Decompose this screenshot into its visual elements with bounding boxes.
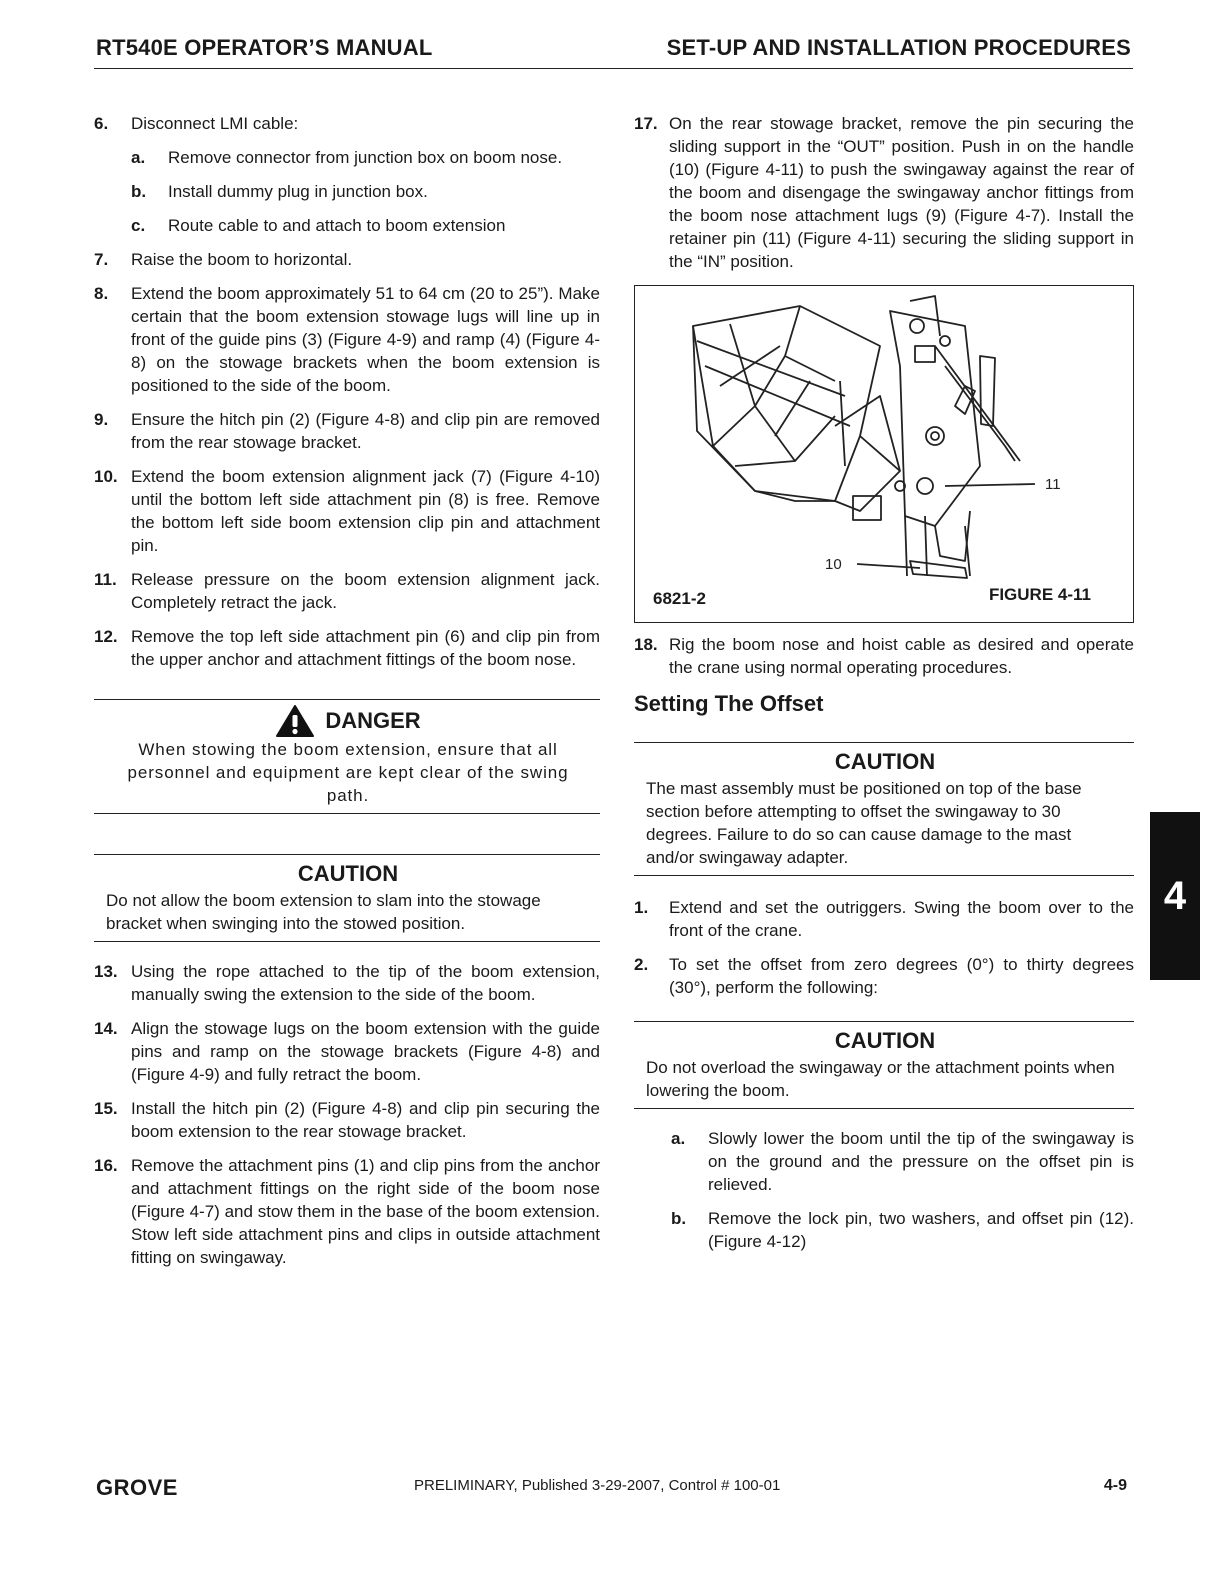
figure-4-11 [634,285,1134,623]
substep-letter: b. [131,182,147,201]
step-15 [94,1097,600,1143]
footer-publication: PRELIMINARY, Published 3-29-2007, Control # 100-01 [414,1477,781,1494]
caution-notice-overload [634,1021,1134,1109]
step-14 [94,1017,600,1086]
substep-6b [94,180,600,203]
manual-title: RT540E OPERATOR’S MANUAL [96,35,433,60]
step-text: Disconnect LMI cable: [131,114,299,133]
step-number: 8. [94,284,109,303]
danger-body: When stowing the boom extension, ensure that all personnel and equipment are kept clear of the swing path. [127,740,569,805]
step-text: On the rear stowage bracket, remove the pin securing the sliding support in the “OUT” position. Push in on the handle (10) (Figure 4-11) to push the swingaway against the rear of the boom and disengage the swingaway anchor fittings from the boom nose attachment lugs (9) (Figure 4-7). Install the retainer pin (11) (Figure 4-11) securing the sliding support in the “IN” position. [669,114,1134,271]
offset-substep-b [634,1207,1134,1253]
chapter-tab: 4 [1150,812,1200,980]
substep-text: Remove the lock pin, two washers, and offset pin (12). (Figure 4-12) [708,1209,1134,1251]
brand-logo: GROVE [96,1475,178,1500]
step-text: Rig the boom nose and hoist cable as desired and operate the crane using normal operating procedures. [669,635,1134,677]
figure-label-10: 10 [825,556,842,573]
caution-title: CAUTION [834,749,936,774]
step-6 [94,112,600,135]
step-number: 18. [634,635,658,654]
step-number: 13. [94,962,118,981]
step-text: Raise the boom to horizontal. [131,250,353,269]
substep-letter: a. [671,1129,686,1148]
substep-6c [94,214,600,237]
step-12 [94,625,600,671]
substep-text: Remove connector from junction box on boom nose. [168,148,563,167]
step-16 [94,1154,600,1269]
step-text: Remove the attachment pins (1) and clip pins from the anchor and attachment fittings on the right side of the boom nose (Figure 4-7) and stow them in the base of the boom extension. Stow left side attachment pins and clips in outside attachment fitting on swingaway. [131,1156,600,1267]
caution-notice-stowage [94,854,600,942]
substep-letter: a. [131,148,146,167]
step-number: 2. [634,955,649,974]
substep-letter: b. [671,1209,687,1228]
step-8 [94,282,600,397]
substep-letter: c. [131,216,146,235]
step-text: Ensure the hitch pin (2) (Figure 4-8) and clip pin are removed from the rear stowage bracket. [131,410,600,452]
section-heading-setting-offset: Setting The Offset [634,691,824,716]
caution-body: The mast assembly must be positioned on top of the base section before attempting to offset the swingaway to 30 degrees. Failure to do so can cause damage to the mast and/or swingaway adapter. [646,779,1082,867]
warning-triangle-icon [275,704,315,738]
step-number: 12. [94,627,118,646]
figure-label-11: 11 [1045,476,1061,493]
step-11 [94,568,600,614]
offset-step-1 [634,896,1134,942]
substep-6a [94,146,600,169]
caution-title: CAUTION [834,1028,936,1053]
step-text: Release pressure on the boom extension alignment jack. Completely retract the jack. [131,570,600,612]
step-number: 11. [94,570,117,589]
step-number: 10. [94,467,118,486]
left-column [94,112,600,1280]
figure-code: 6821-2 [653,589,706,608]
caution-notice-mast [634,742,1134,876]
step-number: 14. [94,1019,118,1038]
danger-heading [106,704,590,738]
step-number: 1. [634,898,649,917]
substep-text: Route cable to and attach to boom extension [168,216,506,235]
step-9 [94,408,600,454]
step-text: Using the rope attached to the tip of the boom extension, manually swing the extension to the side of the boom. [131,962,600,1004]
caution-body: Do not overload the swingaway or the attachment points when lowering the boom. [646,1058,1115,1100]
danger-notice [94,699,600,814]
caution-title: CAUTION [297,861,399,886]
page-number: 4-9 [1103,1477,1127,1494]
step-18 [634,633,1134,679]
step-text: Extend the boom extension alignment jack (7) (Figure 4-10) until the bottom left side attachment pin (8) is free. Remove the bottom left side boom extension clip pin and attachment pin. [131,467,600,555]
step-number: 15. [94,1099,118,1118]
header-rule [94,68,1133,69]
step-text: Extend the boom approximately 51 to 64 cm (20 to 25”). Make certain that the boom extension stowage lugs will line up in front of the guide pins (3) (Figure 4-9) and ramp (4) (Figure 4-8) on the stowage brackets when the boom extension is positioned to the side of the boom. [131,284,600,395]
step-number: 7. [94,250,109,269]
substep-text: Install dummy plug in junction box. [168,182,428,201]
step-text: Remove the top left side attachment pin (6) and clip pin from the upper anchor and attachment fittings of the boom nose. [131,627,600,669]
figure-caption: FIGURE 4-11 [988,585,1091,604]
section-title-header: SET-UP AND INSTALLATION PROCEDURES [666,35,1131,60]
step-text: To set the offset from zero degrees (0°) to thirty degrees (30°), perform the following: [669,955,1134,997]
swingaway-illustration [635,286,1132,622]
step-number: 16. [94,1156,118,1175]
step-number: 17. [634,114,658,133]
step-17 [634,112,1134,273]
step-13 [94,960,600,1006]
step-10 [94,465,600,557]
substep-text: Slowly lower the boom until the tip of the swingaway is on the ground and the pressure on the offset pin is relieved. [708,1129,1134,1194]
step-text: Extend and set the outriggers. Swing the boom over to the front of the crane. [669,898,1134,940]
step-text: Install the hitch pin (2) (Figure 4-8) and clip pin securing the boom extension to the rear stowage bracket. [131,1099,600,1141]
offset-step-2 [634,953,1134,999]
step-text: Align the stowage lugs on the boom extension with the guide pins and ramp on the stowage brackets (Figure 4-8) and (Figure 4-9) and fully retract the boom. [131,1019,600,1084]
right-column [634,112,1134,1264]
offset-substep-a [634,1127,1134,1196]
step-7 [94,248,600,271]
step-number: 9. [94,410,109,429]
step-number: 6. [94,114,109,133]
caution-body: Do not allow the boom extension to slam into the stowage bracket when swinging into the stowed position. [106,891,541,933]
danger-title: DANGER [325,708,421,733]
